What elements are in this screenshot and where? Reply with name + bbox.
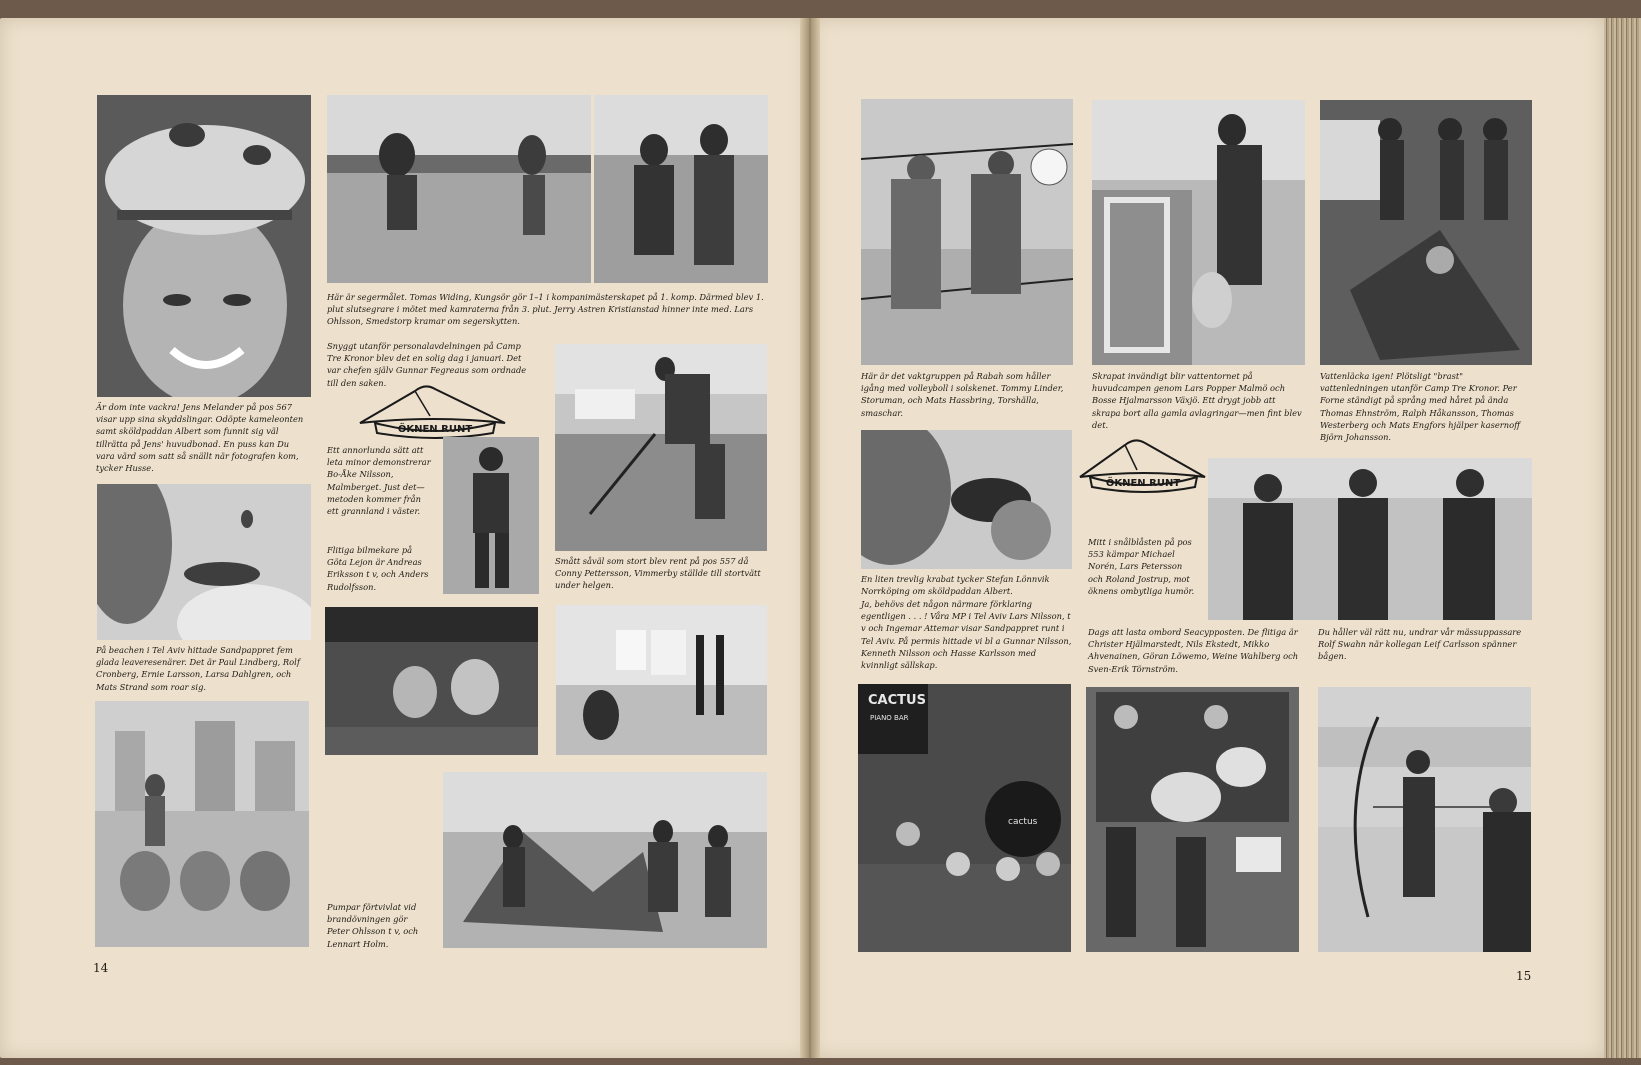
photo-football-goal [327, 95, 591, 283]
logo-text-left: ÖKNEN RUNT [397, 424, 473, 435]
page-edges [1604, 18, 1641, 1058]
caption-ja: Ja, behövs det någon närmare förklaring egentligen . . . ! Våra MP i Tel Aviv Lars Nilsson, t v och Ingemar Attemar visar Sandpappret runt i Tel Aviv. På permis hittade vi bl a Gunnar Nilsson, Kenneth Nilsson och Hasse Karlsson med kvinnligt sällskap. [861, 599, 1072, 671]
logo-text-right: ÖKNEN RUNT [1105, 478, 1181, 489]
caption-vaktgruppen: Här är det vaktgruppen på Rabah som håller igång med volleyboll i solskenet. Tommy Linder, Storuman, och Mats Hassbring, Torshälla, smaschar. [861, 371, 1064, 418]
caption-krabat: En liten trevlig krabat tycker Stefan Lönnvik Norrköping om sköldpaddan Albert. [861, 574, 1050, 597]
photo-volleyball [861, 99, 1073, 365]
caption-skrapat: Skrapat invändigt blir vattentornet på huvudcampen genom Lars Popper Malmö och Bosse Hjalmarsson Växjö. Ett drygt jobb att skrapa bort alla gamla avlagringar—men fint blev det. [1092, 371, 1302, 430]
caption-melander: Är dom inte vackra! Jens Melander på pos 567 visar upp sina skyddslingar. Odöpte kameleonten samt sköldpaddan Albert som funnit sig väl tillrätta på Jens' huvudbonad. En puss kan Du vara värd som satt så snällt när fotografen kom, tycker Husse. [96, 402, 304, 474]
photo-laundry [556, 605, 767, 755]
caption-segermal: Här är segermålet. Tomas Widing, Kungsör gör 1–1 i kompanimästerskapet på 1. komp. Därmed blev 1. plut slutsegrare i mötet med kamraterna från 3. plut. Jerry Astren Kristianstad hinner inte med. Lars Ohlsson, Smedstorp kramar om segerskytten. [327, 292, 764, 327]
okenrunt-logo-left [355, 381, 510, 441]
photo-fire-drill [443, 772, 767, 948]
photo-tortoise-albert [861, 430, 1072, 569]
caption-vattenlacka: Vattenläcka igen! Plötsligt "brast" vattenledningen utanför Camp Tre Kronor. Per Forne ständigt på språng med håret på ända Thomas Ehnström, Ralph Håkansson, Thomas Westerberg och Mats Engfors hjälper kasernoff Björn Johansson. [1320, 371, 1520, 443]
photo-boy-with-beret [97, 95, 311, 397]
photo-soldiers-wind [1208, 458, 1532, 620]
photo-water-leak [1320, 100, 1532, 365]
photo-cactus-bar [858, 684, 1071, 952]
book-gutter [800, 18, 820, 1058]
cactus-round-text: cactus [1008, 817, 1038, 827]
page-number-right: 15 [1516, 969, 1532, 983]
photo-water-tower [1092, 100, 1305, 365]
caption-flitiga: Flitiga bilmekare på Göta Lejon är Andreas Eriksson t v, och Anders Rudolfsson. [327, 545, 429, 592]
page-number-left: 14 [93, 961, 109, 975]
caption-smatt: Smått såväl som stort blev rent på pos 557 då Conny Pettersson, Vimmerby ställde till stortvätt under helgen. [555, 556, 761, 591]
caption-mitt: Mitt i snålblåsten på pos 553 kämpar Michael Norén, Lars Petersson och Roland Jostrup, mot öknens ombytliga humör. [1088, 537, 1195, 596]
caption-pumpar: Pumpar förtvivlat vid brandövningen gör Peter Ohlsson t v, och Lennart Holm. [327, 902, 419, 949]
caption-dags: Dags att lasta ombord Seacypposten. De flitiga är Christer Hjälmarstedt, Nils Ekstedt, Mikko Ahvenainen, Göran Löwemo, Weine Wahlberg och Sven-Erik Törnström. [1088, 627, 1299, 674]
photo-mechanics [325, 607, 538, 755]
okenrunt-logo-right [1075, 435, 1210, 495]
photo-loading-truck [1086, 687, 1299, 952]
caption-duhaller: Du håller väl rätt nu, undrar vår mässuppassare Rolf Swahn när kollegan Leif Carlsson spänner bågen. [1318, 627, 1522, 662]
cactus-sign-text: CACTUS [868, 693, 926, 708]
caption-beachen: På beachen i Tel Aviv hittade Sandpappret fem glada leaveresenärer. Det är Paul Lindberg, Rolf Cronberg, Ernie Larsson, Larsa Dahlgren, och Mats Strand som roar sig. [96, 645, 300, 692]
photo-man-raking [555, 344, 767, 551]
caption-snyggt: Snyggt utanför personalavdelningen på Camp Tre Kronor blev det en solig dag i januari. Det var chefen själv Gunnar Fegreaus som ordnade till den saken. [327, 341, 527, 388]
photo-chameleon [97, 484, 311, 640]
photo-tel-aviv-beach [95, 701, 309, 947]
caption-annorlunda: Ett annorlunda sätt att leta minor demonstrerar Bo-Åke Nilsson, Malmberget. Just det—metoden kommer från ett grannland i väster. [327, 445, 431, 517]
photo-celebration [594, 95, 768, 283]
photo-archery [1318, 687, 1531, 952]
cactus-sign-subtext: PIANO BAR [870, 714, 909, 722]
photo-soldier-walking [443, 437, 539, 594]
